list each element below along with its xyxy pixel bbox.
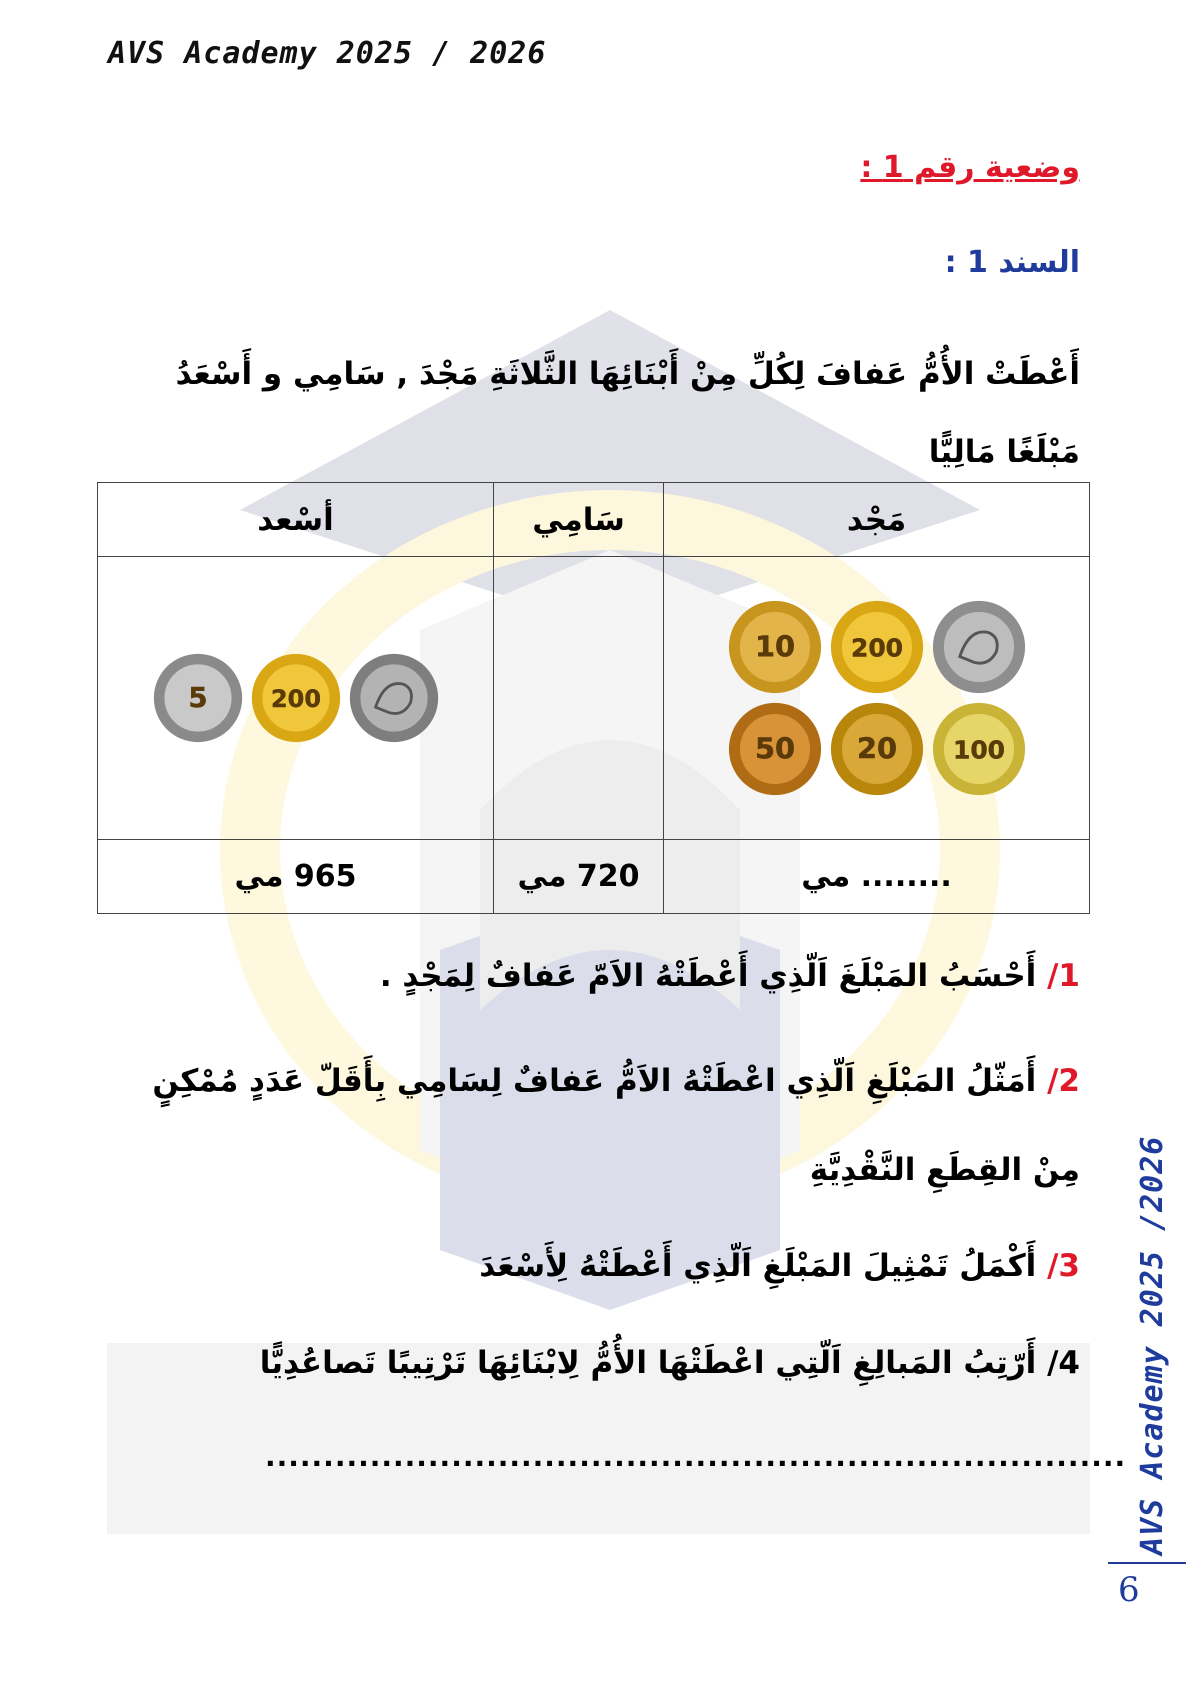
coin-value-label: 50 [754, 731, 795, 766]
coin-majd-5 [931, 701, 1027, 797]
answer-line[interactable]: .......................................................................... [265, 1440, 1127, 1473]
coin-value-label: 100 [952, 735, 1005, 765]
question-number: 3/ [1047, 1248, 1080, 1284]
question-text: أَمَثّلُ المَبْلَغِ اَلّذِي اعْطَتْهُ الاَمُّ عَفافٌ لِسَامِي بِأَقَلّ عَدَدٍ مُمْكِنٍ [152, 1063, 1048, 1099]
coins-cell-majd [664, 557, 1090, 840]
coin-majd-1 [829, 599, 925, 695]
question-text: أَرّتِبُ المَبالِغِ اَلّتِي اعْطَتْهَا الأُمُّ لِابْنَائِهَا تَرْتِيبًا تَصاعُدِيًّا [259, 1345, 1048, 1381]
question-text: مِنْ القِطَعِ النَّقْدِيَّةِ [809, 1152, 1080, 1188]
question-number: 2/ [1047, 1063, 1080, 1099]
question-1 [380, 958, 1080, 994]
question-3 [479, 1248, 1080, 1284]
question-2 [152, 1063, 1080, 1099]
total-cell-asaad: 965 مي [98, 840, 494, 914]
side-divider [1108, 1562, 1186, 1564]
coin-value-label: 200 [270, 685, 321, 714]
coin-majd-2 [931, 599, 1027, 695]
coin-group-asaad [99, 652, 492, 744]
totals-row [98, 840, 1090, 914]
coin-asaad-1 [250, 652, 342, 744]
coin-majd-4 [829, 701, 925, 797]
question-number: 4/ [1047, 1345, 1080, 1381]
question-text: أَحْسَبُ المَبْلَغَ اَلّذِي أَعْطَتْهُ الاَمّ عَفافٌ لِمَجْدٍ . [379, 958, 1048, 994]
coins-cell-asaad [98, 557, 494, 840]
total-cell-majd[interactable]: ........ مي [664, 840, 1090, 914]
header-title: AVS Academy 2025 / 2026 [108, 36, 547, 71]
name-cell-majd: مَجْد [664, 483, 1090, 557]
coin-value-label: 20 [856, 731, 897, 766]
support-title: السند 1 : [944, 245, 1080, 280]
coin-value-label: 10 [754, 629, 795, 664]
coin-asaad-2 [348, 652, 440, 744]
question-4 [260, 1345, 1080, 1381]
coins-cell-sami[interactable] [494, 557, 664, 840]
question-number: 1/ [1047, 958, 1080, 994]
question-text: أَكْمَلُ تَمْثِيلَ المَبْلَغِ اَلّذِي أَعْطَتْهُ لِأَسْعَدَ [479, 1248, 1048, 1284]
money-table [97, 482, 1090, 914]
question-2-continuation [810, 1152, 1080, 1188]
intro-paragraph: أَعْطَتْ الأُمُّ عَفافَ لِكُلِّ مِنْ أَبْنَائِهَا الثَّلاثَةِ مَجْدَ , سَامِي و أَسْعَدُ مَبْلَغًا مَالِيًّا [175, 356, 1080, 470]
name-cell-asaad: أسْعد [98, 483, 494, 557]
coin-majd-3 [727, 701, 823, 797]
coin-value-label: 5 [187, 681, 208, 715]
coin-group-majd [722, 599, 1032, 797]
coins-row [98, 557, 1090, 840]
coin-majd-0 [727, 599, 823, 695]
coin-value-label: 200 [850, 633, 903, 663]
page-number: 6 [1118, 1570, 1140, 1610]
names-row [98, 483, 1090, 557]
coin-asaad-0 [152, 652, 244, 744]
side-academy-label: AVS Academy 2025 /2026 [1135, 1135, 1170, 1555]
situation-title: وضعية رقم 1 : [860, 150, 1080, 185]
name-cell-sami: سَامِي [494, 483, 664, 557]
total-cell-sami: 720 مي [494, 840, 664, 914]
